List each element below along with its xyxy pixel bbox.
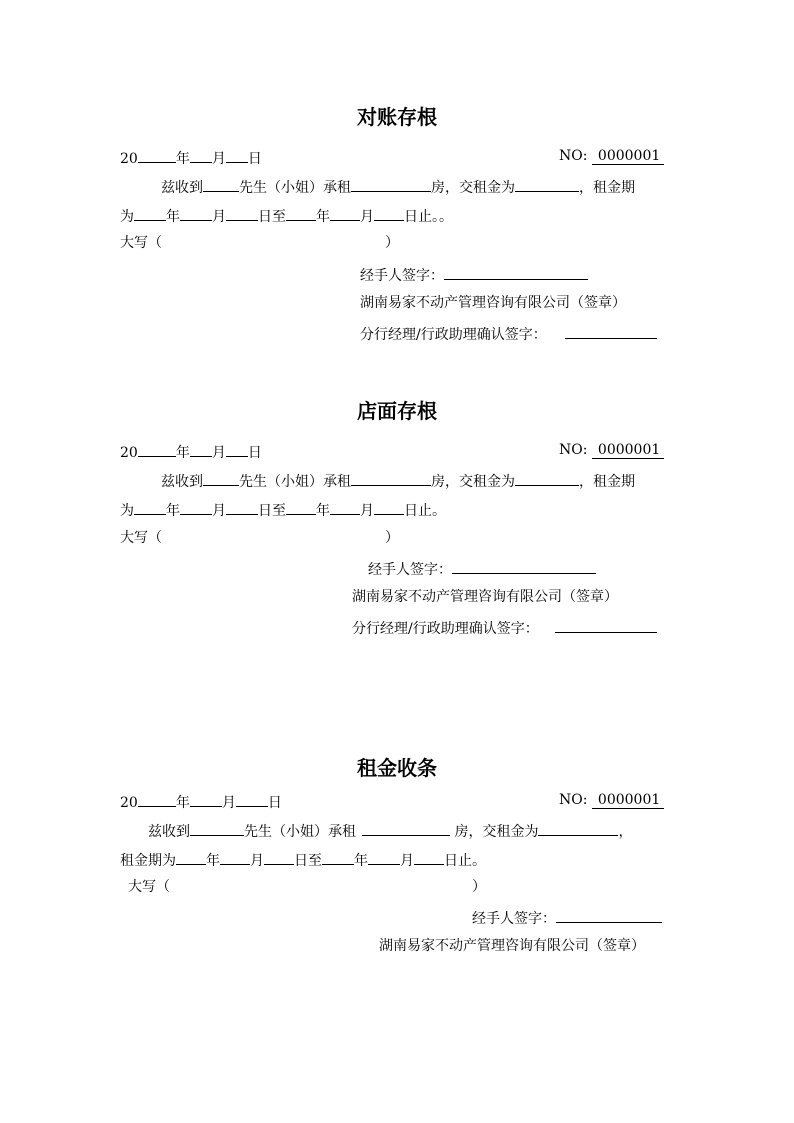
- body-line-2: 为 年 月 日至 年 月 日止。。: [120, 205, 453, 226]
- amount-in-words: 大写（: [128, 879, 170, 895]
- body-line-1: 兹收到 先生（小姐）承租 房，交租金为 ，租金期: [161, 176, 635, 197]
- body-line-1: 兹收到 先生（小姐）承租 房，交租金为 ，: [148, 820, 632, 841]
- body-line-1: 兹收到 先生（小姐）承租 房，交租金为 ，租金期: [161, 470, 635, 491]
- receipt-number: NO: 0000001: [559, 441, 664, 459]
- handler-signature: 经手人签字：: [472, 908, 662, 928]
- amount-in-words-close: ）: [385, 530, 399, 546]
- date-line: 20 年 月 日: [120, 147, 262, 168]
- amount-in-words: 大写（: [120, 235, 162, 251]
- company-seal: 湖南易家不动产管理咨询有限公司（签章）: [352, 589, 618, 605]
- section-title: 租金收条: [357, 756, 437, 780]
- amount-in-words-close: ）: [385, 235, 399, 251]
- receipt-number-value: 0000001: [592, 792, 664, 809]
- amount-in-words: 大写（: [120, 530, 162, 546]
- section-title: 店面存根: [357, 399, 437, 423]
- body-line-2: 租金期为 年 月 日至 年 月 日止。: [120, 849, 486, 870]
- date-line: 20 年 月 日: [120, 441, 262, 462]
- receipt-number: NO: 0000001: [559, 791, 664, 809]
- section-title: 对账存根: [357, 105, 437, 129]
- receipt-number-value: 0000001: [592, 148, 664, 165]
- receipt-number-value: 0000001: [592, 442, 664, 459]
- body-line-2: 为 年 月 日至 年 月 日止。: [120, 499, 446, 520]
- company-seal: 湖南易家不动产管理咨询有限公司（签章）: [379, 938, 645, 954]
- receipt-number: NO: 0000001: [559, 147, 664, 165]
- handler-signature: 经手人签字：: [360, 265, 588, 285]
- manager-signature: 分行经理/行政助理确认签字：: [360, 324, 657, 344]
- date-line: 20 年 月 日: [120, 791, 282, 812]
- amount-in-words-close: ）: [472, 879, 486, 895]
- company-seal: 湖南易家不动产管理咨询有限公司（签章）: [360, 295, 626, 311]
- handler-signature: 经手人签字：: [368, 559, 596, 579]
- manager-signature: 分行经理/行政助理确认签字：: [352, 618, 657, 638]
